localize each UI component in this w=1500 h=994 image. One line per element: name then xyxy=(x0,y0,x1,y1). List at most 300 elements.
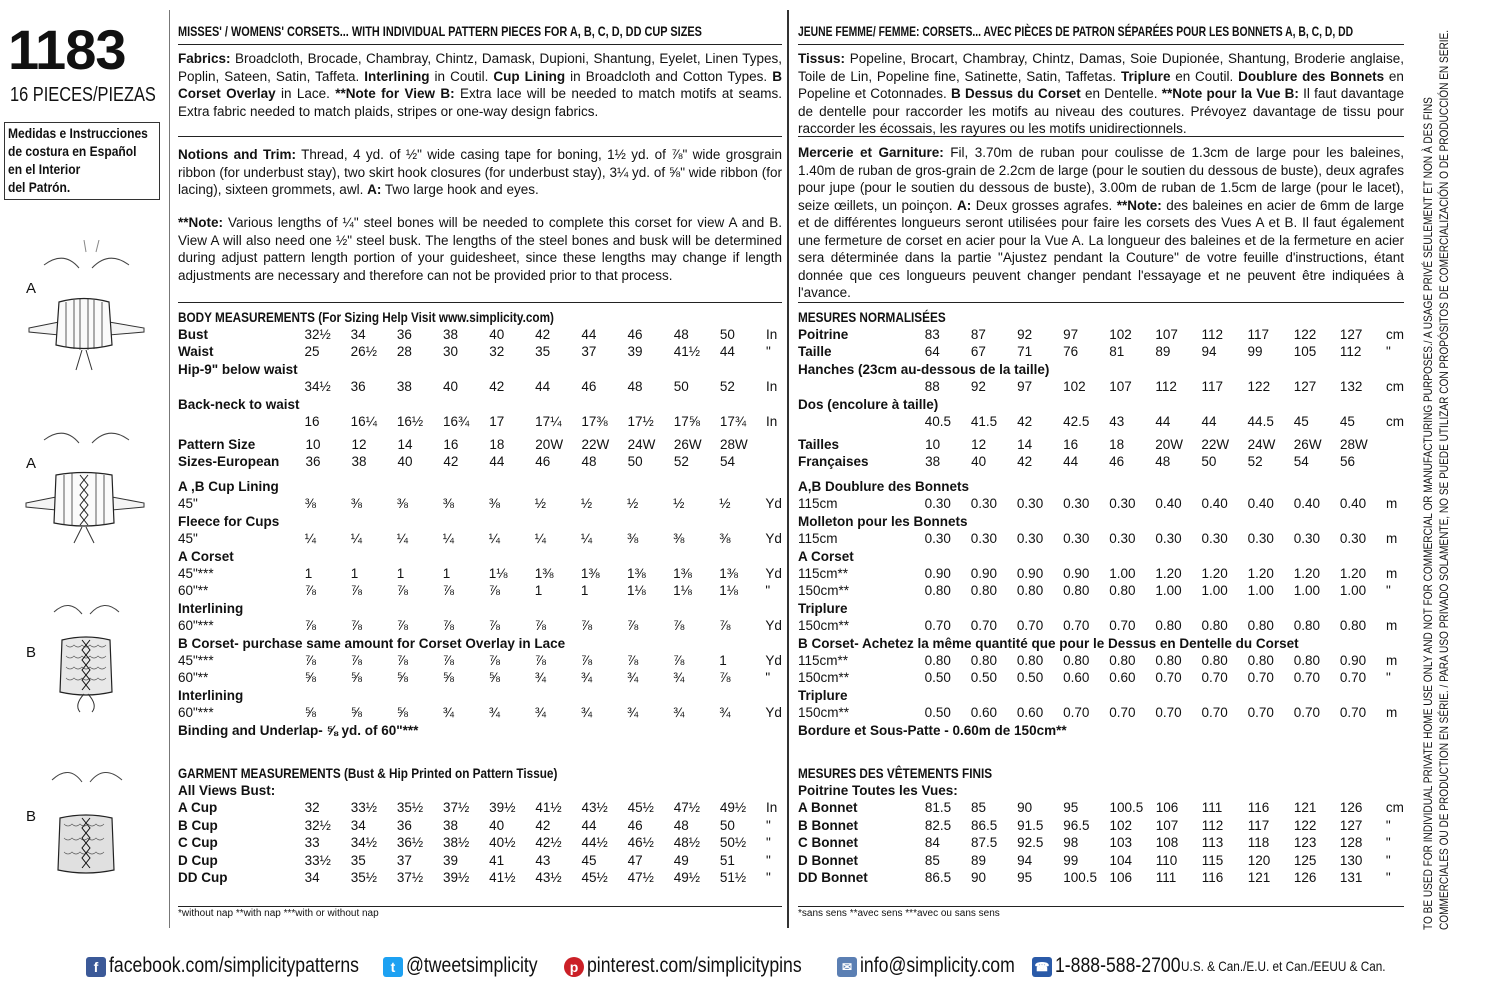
french-yardage-table xyxy=(798,478,1404,739)
table-cell: ¾ xyxy=(580,670,593,686)
table-cell: 0.60 xyxy=(1109,670,1136,686)
table-cell: 98 xyxy=(1063,835,1079,851)
table-cell: 87.5 xyxy=(971,835,998,851)
french-title-row xyxy=(798,22,1404,45)
table-cell: 0.70 xyxy=(1109,618,1136,634)
social-footer xyxy=(86,954,1425,980)
table-cell: 42 xyxy=(489,379,505,395)
body-measurements-title xyxy=(178,308,782,326)
table-cell: 36½ xyxy=(396,835,424,851)
pattern-number: 1183 xyxy=(8,18,126,81)
table-row xyxy=(178,548,782,565)
rule xyxy=(798,136,1404,137)
table-cell: 20W xyxy=(1155,437,1183,452)
table-row xyxy=(798,378,1404,395)
table-cell: 10 xyxy=(305,437,321,452)
unit-cell: cm xyxy=(1385,379,1404,395)
table-cell: 1.00 xyxy=(1339,583,1367,599)
table-cell: 0.40 xyxy=(1293,496,1321,512)
table-row xyxy=(178,617,782,634)
table-cell: 111 xyxy=(1155,870,1177,886)
table-cell: 44 xyxy=(581,327,597,342)
table-cell: 102 xyxy=(1109,817,1132,833)
table-cell: 0.30 xyxy=(970,496,998,512)
table-cell: ¾ xyxy=(580,705,593,721)
table-cell: ¼ xyxy=(304,531,316,547)
table-cell: 0.60 xyxy=(970,705,998,721)
table-cell: 28W xyxy=(1340,437,1368,452)
interlining-text: en Coutil. xyxy=(1175,68,1234,84)
table-cell: 38 xyxy=(443,817,459,833)
table-row xyxy=(798,635,1404,652)
table-cell: ¼ xyxy=(396,531,408,547)
table-row xyxy=(798,548,1404,565)
table-cell: ⅜ xyxy=(719,531,731,547)
table-cell: 132 xyxy=(1339,379,1363,395)
table-cell: 0.70 xyxy=(1063,705,1090,721)
table-row xyxy=(798,687,1404,704)
pieces-count: 16 PIECES/PIEZAS xyxy=(10,84,156,106)
table-row xyxy=(178,817,782,834)
table-row xyxy=(798,722,1404,739)
row-heading: Hanches (23cm au-dessous de la taille) xyxy=(798,361,1050,377)
table-row xyxy=(798,704,1404,721)
notions-a-text: Two large hook and eyes. xyxy=(384,182,539,197)
corset-view-b-back-illustration xyxy=(4,758,164,898)
table-cell: ⅞ xyxy=(442,653,454,669)
table-cell: ½ xyxy=(627,496,639,512)
table-cell: 34 xyxy=(350,327,366,342)
table-cell: 42.5 xyxy=(1063,414,1090,430)
fabrics-label: Fabrics: xyxy=(178,51,231,66)
table-cell: ½ xyxy=(719,496,731,512)
english-garment-table xyxy=(178,782,782,886)
facebook-link[interactable] xyxy=(86,954,379,978)
table-cell: 47 xyxy=(627,852,643,868)
table-row xyxy=(178,453,782,470)
table-cell: 41½ xyxy=(673,344,700,360)
overlay-text: in Lace. xyxy=(281,86,330,101)
table-cell: ⅞ xyxy=(580,653,593,669)
body-title: MESURES NORMALISÉES xyxy=(798,309,946,325)
phone-icon: ☎ xyxy=(1032,957,1052,977)
table-cell: 0.30 xyxy=(970,531,998,547)
english-notions xyxy=(178,146,782,199)
table-row xyxy=(178,669,782,686)
table-cell: 18 xyxy=(489,437,505,452)
unit-cell: Yd xyxy=(765,566,782,582)
table-row xyxy=(178,582,782,599)
table-cell: 22W xyxy=(581,437,610,452)
table-cell: 17 xyxy=(489,414,505,430)
table-cell: 0.90 xyxy=(924,566,951,582)
table-cell: 127 xyxy=(1339,327,1363,342)
table-cell: 37½ xyxy=(396,870,424,886)
table-cell: 91.5 xyxy=(1017,817,1044,833)
french-title: JEUNE FEMME/ FEMME: CORSETS... AVEC PIÈCES DE PATRON SÉPARÉES POUR LES BONNETS A, B, C, D, DD xyxy=(798,23,1354,39)
table-cell: 50 xyxy=(627,454,643,470)
phone-link[interactable] xyxy=(1032,954,1181,978)
unit-cell: Yd xyxy=(765,531,782,547)
row-heading: Back-neck to waist xyxy=(178,396,300,412)
overlay-label: B Corset Overlay xyxy=(178,68,782,101)
table-cell: 1 xyxy=(396,566,405,582)
table-cell: 1⅜ xyxy=(627,566,646,582)
table-cell: 0.40 xyxy=(1339,496,1367,512)
table-cell: 89 xyxy=(1155,344,1171,360)
table-cell: 1 xyxy=(350,566,359,582)
english-title: MISSES' / WOMENS' CORSETS... WITH INDIVIDUAL PATTERN PIECES FOR A, B, C, D, DD CUP SIZES xyxy=(178,23,702,39)
table-cell: 35½ xyxy=(350,870,378,886)
row-label: DD Cup xyxy=(178,870,228,886)
table-cell: 86.5 xyxy=(971,817,998,833)
table-cell: ⅝ xyxy=(396,670,408,686)
row-heading: B Corset- Achetez la même quantité que pour le Dessus en Dentelle du Corset xyxy=(798,635,1299,651)
phone-text: 1-888-588-2700 xyxy=(1055,954,1181,978)
table-row xyxy=(178,852,782,869)
table-cell: 17¼ xyxy=(535,414,562,430)
garment-measurements-title xyxy=(178,764,782,782)
table-row xyxy=(178,378,782,395)
table-cell: 100.5 xyxy=(1063,870,1098,886)
french-notions xyxy=(798,144,1404,302)
table-cell: 48 xyxy=(627,379,643,395)
table-cell: ¾ xyxy=(534,670,547,686)
table-cell: ⅜ xyxy=(396,496,408,512)
table-cell: 43½ xyxy=(581,800,608,816)
table-cell: 37 xyxy=(396,852,412,868)
table-cell: 39 xyxy=(443,852,459,868)
table-row xyxy=(798,782,1404,799)
table-cell: 46 xyxy=(627,817,643,833)
table-cell: 112 xyxy=(1155,379,1177,395)
email-link[interactable] xyxy=(837,954,1032,978)
french-body-table xyxy=(798,326,1404,430)
measurement-table xyxy=(798,782,1404,886)
table-cell: 96.5 xyxy=(1063,817,1090,833)
unit-cell: " xyxy=(766,344,771,360)
table-cell: ⅝ xyxy=(396,705,408,721)
table-cell: 20W xyxy=(535,437,564,452)
table-cell: 89 xyxy=(971,852,987,868)
table-cell: 40 xyxy=(397,454,413,470)
overlay-label: B Dessus du Corset xyxy=(951,86,1081,101)
table-cell: 48½ xyxy=(673,835,701,851)
table-cell: 122 xyxy=(1293,327,1317,342)
row-label: Waist xyxy=(178,344,214,360)
table-cell: 90 xyxy=(971,870,987,886)
row-label: 60"*** xyxy=(178,618,214,634)
table-cell: 35½ xyxy=(396,800,424,816)
garment-title: MESURES DES VÊTEMENTS FINIS xyxy=(798,765,993,781)
notions-a-text: Deux grosses agrafes. xyxy=(975,197,1113,213)
unit-cell xyxy=(1386,453,1404,470)
row-label: 60"** xyxy=(178,670,209,686)
row-label: A Cup xyxy=(178,800,218,816)
spanish-note-line: del Patrón. xyxy=(8,179,71,195)
measurement-table xyxy=(178,478,782,739)
unit-cell: Yd xyxy=(765,618,782,634)
table-cell: 102 xyxy=(1063,379,1086,395)
table-cell: ⅞ xyxy=(396,653,408,669)
table-row xyxy=(798,396,1404,413)
row-label: B Cup xyxy=(178,817,218,833)
table-cell: 16½ xyxy=(396,414,424,430)
row-heading: Binding and Underlap- ⅝ yd. of 60"*** xyxy=(178,722,419,738)
table-cell: 50 xyxy=(673,379,689,395)
table-cell: 33½ xyxy=(350,800,378,816)
cup-lining-label: Cup Lining xyxy=(493,68,566,84)
table-cell: 40 xyxy=(443,379,459,395)
measurement-table xyxy=(178,782,782,886)
measurement-table xyxy=(178,326,782,430)
table-cell: ⅞ xyxy=(627,653,639,669)
table-cell: 0.70 xyxy=(1339,705,1367,721)
english-body-table xyxy=(178,326,782,430)
unit-cell: Yd xyxy=(765,705,782,721)
table-cell: 0.30 xyxy=(1109,496,1136,512)
table-cell: 1⅜ xyxy=(580,566,600,582)
table-row xyxy=(178,413,782,430)
note2-label: **Note: xyxy=(1116,197,1162,213)
table-cell: 16¼ xyxy=(350,414,377,430)
table-cell: 88 xyxy=(924,379,940,395)
table-row xyxy=(798,361,1404,378)
table-cell: 17⅜ xyxy=(581,414,608,430)
table-cell: ⅞ xyxy=(350,583,362,599)
table-cell: ½ xyxy=(673,496,685,512)
table-cell: 112 xyxy=(1339,344,1362,360)
table-cell: 81 xyxy=(1109,344,1125,360)
table-cell: 0.80 xyxy=(1293,618,1321,634)
table-cell: 87 xyxy=(970,327,986,342)
table-cell: 111 xyxy=(1201,800,1223,816)
table-cell: 48 xyxy=(673,817,689,833)
table-cell: ¾ xyxy=(442,705,454,721)
table-cell: 0.60 xyxy=(1016,705,1044,721)
row-label: 150cm** xyxy=(798,618,850,634)
unit-cell xyxy=(1386,436,1404,453)
unit-cell: m xyxy=(1386,531,1398,547)
unit-cell: " xyxy=(766,817,771,833)
twitter-link[interactable] xyxy=(383,954,560,978)
table-cell: 0.80 xyxy=(924,653,951,669)
garment-title: GARMENT MEASUREMENTS (Bust & Hip Printed on Pattern Tissue) xyxy=(178,765,558,781)
table-cell: ¾ xyxy=(719,705,731,721)
row-heading: A ,B Cup Lining xyxy=(178,479,279,494)
table-cell: ⅞ xyxy=(673,653,685,669)
table-cell: 46 xyxy=(535,454,551,470)
table-cell: 45 xyxy=(1339,414,1355,430)
table-cell: 0.50 xyxy=(1016,670,1044,686)
table-cell: 33½ xyxy=(304,852,331,868)
table-cell: 0.30 xyxy=(1247,531,1274,547)
table-cell: 0.80 xyxy=(1063,653,1090,669)
table-cell: 0.80 xyxy=(1109,653,1136,669)
unit-cell: " xyxy=(766,852,771,868)
table-cell: 0.40 xyxy=(1155,496,1182,512)
view-label: B xyxy=(26,808,37,825)
table-cell: 0.40 xyxy=(1201,496,1228,512)
table-cell: 90 xyxy=(1017,800,1033,816)
table-row xyxy=(178,869,782,886)
table-cell: ⅜ xyxy=(673,531,685,547)
table-cell: 127 xyxy=(1293,379,1317,395)
pinterest-text: pinterest.com/simplicitypins xyxy=(587,954,802,978)
table-row xyxy=(798,852,1404,869)
table-cell: 49½ xyxy=(673,870,701,886)
twitter-icon: t xyxy=(383,957,403,977)
twitter-text: @tweetsimplicity xyxy=(406,954,538,978)
table-cell: 116 xyxy=(1247,800,1270,816)
view-label: A xyxy=(26,455,37,472)
table-cell: 45 xyxy=(581,852,597,868)
table-row xyxy=(178,396,782,413)
table-cell: 1.00 xyxy=(1109,566,1136,582)
envelope-icon: ✉ xyxy=(837,957,857,977)
pinterest-link[interactable] xyxy=(564,954,835,978)
table-row xyxy=(178,530,782,547)
table-cell: 14 xyxy=(397,437,413,452)
table-cell: 1.00 xyxy=(1293,583,1321,599)
table-cell: ¾ xyxy=(673,705,685,721)
table-cell: 0.30 xyxy=(1063,496,1090,512)
english-yardage-table xyxy=(178,478,782,739)
table-cell: ⅜ xyxy=(488,496,500,512)
row-heading: Poitrine Toutes les Vues: xyxy=(798,783,958,798)
table-cell: 32 xyxy=(304,800,320,816)
table-cell: 0.80 xyxy=(1016,653,1044,669)
english-note2 xyxy=(178,214,782,284)
table-cell: ⅞ xyxy=(488,618,500,634)
table-cell: ⅜ xyxy=(442,496,454,512)
table-cell: ⅞ xyxy=(442,583,454,599)
unit-cell xyxy=(766,453,782,470)
row-label: 150cm** xyxy=(798,705,850,721)
table-cell: 17¾ xyxy=(719,414,747,430)
table-cell: 0.70 xyxy=(1339,670,1367,686)
measurement-table xyxy=(178,436,782,471)
table-cell: 35 xyxy=(350,852,366,868)
table-cell: 38 xyxy=(925,454,941,470)
table-cell: 0.30 xyxy=(1293,531,1321,547)
table-row xyxy=(178,652,782,669)
table-cell: 12 xyxy=(351,437,367,452)
table-row xyxy=(798,343,1404,360)
table-row xyxy=(178,478,782,495)
table-cell: 121 xyxy=(1247,870,1271,886)
table-cell: ⅜ xyxy=(627,531,639,547)
table-cell: 40 xyxy=(489,327,505,342)
table-cell: 112 xyxy=(1201,817,1224,833)
french-fabrics xyxy=(798,50,1404,138)
table-cell: ⅞ xyxy=(673,618,685,634)
table-cell: 127 xyxy=(1339,817,1363,833)
table-cell: 42 xyxy=(535,817,551,833)
row-label xyxy=(178,413,305,430)
unit-cell: Yd xyxy=(765,653,782,669)
table-cell: 45½ xyxy=(581,870,608,886)
table-cell: 126 xyxy=(1293,870,1317,886)
table-cell: ⅞ xyxy=(304,583,316,599)
table-cell: 1 xyxy=(719,653,727,669)
email-text: info@simplicity.com xyxy=(860,954,1015,978)
table-row xyxy=(178,513,782,530)
table-row xyxy=(178,782,782,799)
unit-cell: " xyxy=(1385,344,1391,360)
table-cell: ½ xyxy=(534,496,547,512)
table-cell: 1.20 xyxy=(1155,566,1182,582)
table-cell: 52 xyxy=(673,454,689,470)
table-cell: ⅞ xyxy=(488,653,500,669)
table-cell: ¾ xyxy=(627,705,639,721)
table-cell: 85 xyxy=(924,852,940,868)
table-cell: ⅝ xyxy=(304,705,316,721)
table-cell: 37½ xyxy=(443,800,470,816)
table-cell: 1 xyxy=(534,583,543,599)
table-cell: 95 xyxy=(1017,870,1033,886)
row-label: 60"** xyxy=(178,583,209,599)
row-heading: A Corset xyxy=(798,548,854,564)
table-cell: 131 xyxy=(1339,870,1363,886)
cup-lining-label: Doublure des Bonnets xyxy=(1238,68,1385,84)
table-cell: 48 xyxy=(673,327,689,342)
corset-view-a-back-illustration xyxy=(4,415,164,565)
table-cell: 1⅜ xyxy=(673,566,692,582)
table-cell: 0.50 xyxy=(924,670,951,686)
table-cell: 104 xyxy=(1109,852,1132,868)
table-cell: 32 xyxy=(489,344,505,360)
table-cell: 34½ xyxy=(350,835,378,851)
row-label: 115cm xyxy=(798,531,838,547)
table-row xyxy=(798,834,1404,851)
table-cell: 97 xyxy=(1017,379,1033,395)
table-cell: ½ xyxy=(580,496,593,512)
table-cell: 44 xyxy=(1063,454,1079,470)
facebook-icon: f xyxy=(86,957,106,977)
unit-cell: " xyxy=(1385,870,1391,886)
table-cell: ⅞ xyxy=(534,653,547,669)
table-row xyxy=(178,687,782,704)
unit-cell: cm xyxy=(1385,327,1404,342)
table-cell: 0.30 xyxy=(1016,531,1044,547)
table-cell: 39½ xyxy=(443,870,470,886)
fabrics-text: Popeline, Brocart, Chambray, Chintz, Damas, Soie Dupionée, Shantung, Broderie anglaise, Toile de Lin, Popeline fine, Satinette, Satin, Taffetas. xyxy=(798,51,1404,84)
notions-a-label: A: xyxy=(367,182,382,197)
table-cell: 46 xyxy=(1109,454,1125,470)
english-title-row xyxy=(178,22,782,45)
unit-cell: m xyxy=(1386,705,1398,721)
unit-cell xyxy=(766,436,782,453)
spanish-note-box xyxy=(4,122,160,200)
table-cell: 1⅛ xyxy=(488,566,508,582)
table-cell: 48 xyxy=(1155,454,1171,470)
table-cell: ¾ xyxy=(534,705,547,721)
unit-cell: In xyxy=(766,800,778,816)
table-cell: 99 xyxy=(1247,344,1263,360)
table-cell: 76 xyxy=(1063,344,1079,360)
facebook-text: facebook.com/simplicitypatterns xyxy=(109,954,360,978)
table-cell: 44.5 xyxy=(1247,414,1274,430)
table-cell: 130 xyxy=(1339,852,1363,868)
unit-cell: cm xyxy=(1385,800,1404,816)
unit-cell: " xyxy=(766,870,771,886)
table-cell: 42 xyxy=(443,454,459,470)
table-cell: 122 xyxy=(1247,379,1271,395)
table-cell: 1 xyxy=(304,566,313,582)
table-cell: 0.30 xyxy=(1339,531,1367,547)
table-cell: 42 xyxy=(535,327,551,342)
